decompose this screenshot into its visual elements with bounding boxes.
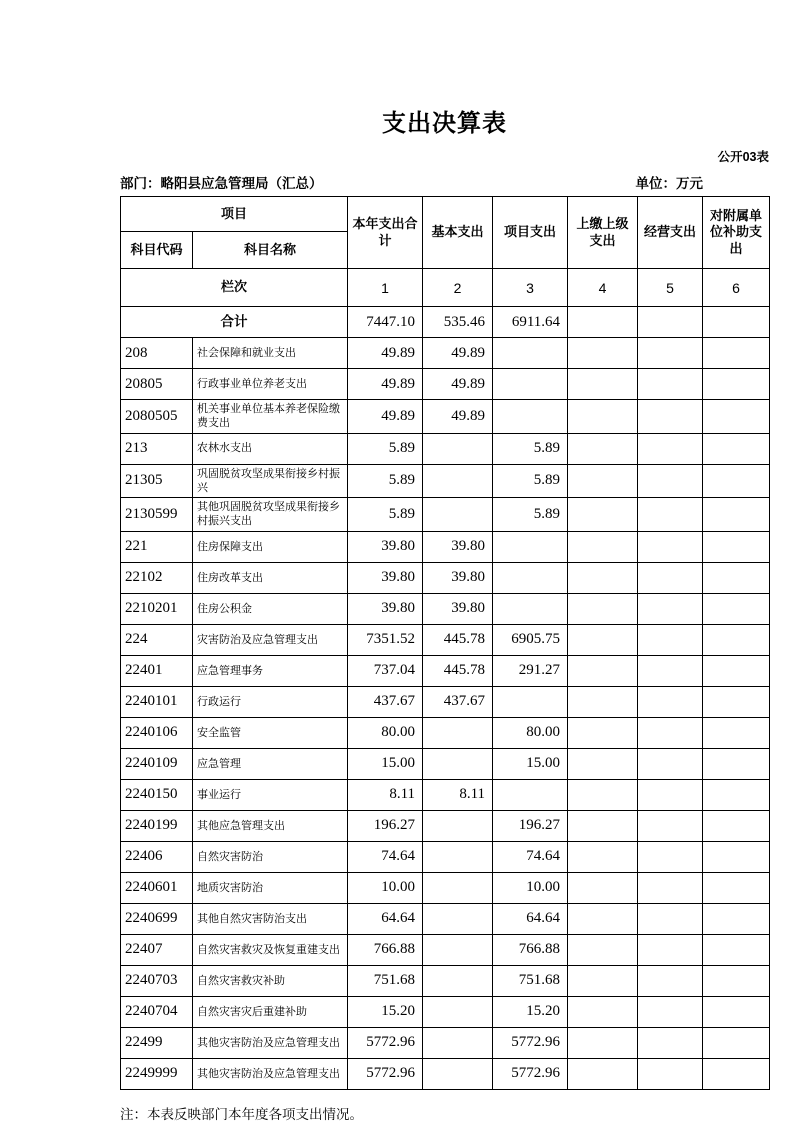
- meta-row: [120, 172, 769, 192]
- cell-code: 2240199: [121, 810, 193, 841]
- cell-value: [638, 748, 703, 779]
- cell-code: 2240703: [121, 965, 193, 996]
- cell-value: 49.89: [423, 338, 493, 369]
- cell-value: 49.89: [423, 369, 493, 400]
- cell-name: 行政运行: [193, 686, 348, 717]
- table-row: [121, 433, 770, 464]
- cell-value: [568, 464, 638, 498]
- cell-value: 5.89: [493, 498, 568, 532]
- department-label: 部门：略阳县应急管理局（汇总）: [120, 176, 323, 191]
- table-head: [121, 197, 770, 338]
- cell-name: 住房改革支出: [193, 562, 348, 593]
- total-label: 合计: [121, 307, 348, 338]
- lanci-row: [121, 269, 770, 307]
- cell-value: [638, 498, 703, 532]
- cell-name: 其他自然灾害防治支出: [193, 903, 348, 934]
- cell-value: [703, 841, 770, 872]
- cell-value: [703, 686, 770, 717]
- cell-value: 8.11: [348, 779, 423, 810]
- cell-name: 事业运行: [193, 779, 348, 810]
- cell-value: [493, 400, 568, 434]
- cell-value: [703, 593, 770, 624]
- table-note: 注：本表反映部门本年度各项支出情况。: [120, 1106, 363, 1122]
- cell-value: 291.27: [493, 655, 568, 686]
- table-row: [121, 369, 770, 400]
- header-col-basic: 基本支出: [423, 197, 493, 269]
- cell-value: [638, 1058, 703, 1089]
- table-row: [121, 934, 770, 965]
- cell-value: 751.68: [493, 965, 568, 996]
- lanci-num: 3: [493, 269, 568, 307]
- cell-code: 2130599: [121, 498, 193, 532]
- cell-name: 自然灾害救灾补助: [193, 965, 348, 996]
- header-subject-name: 科目名称: [193, 232, 348, 269]
- total-value: [568, 307, 638, 338]
- table-row: [121, 779, 770, 810]
- cell-value: [703, 464, 770, 498]
- cell-value: 445.78: [423, 655, 493, 686]
- cell-value: 15.20: [348, 996, 423, 1027]
- cell-name: 应急管理事务: [193, 655, 348, 686]
- lanci-num: 4: [568, 269, 638, 307]
- cell-value: [703, 1027, 770, 1058]
- cell-code: 22401: [121, 655, 193, 686]
- cell-value: [638, 464, 703, 498]
- cell-value: [423, 717, 493, 748]
- cell-value: [423, 841, 493, 872]
- table-row: [121, 464, 770, 498]
- cell-value: 39.80: [423, 593, 493, 624]
- cell-value: 15.00: [348, 748, 423, 779]
- page-title: 支出决算表: [382, 110, 507, 137]
- cell-value: [703, 655, 770, 686]
- table-row: [121, 996, 770, 1027]
- cell-value: [638, 624, 703, 655]
- cell-value: [638, 369, 703, 400]
- cell-value: 5.89: [348, 498, 423, 532]
- cell-code: 2240106: [121, 717, 193, 748]
- cell-value: [423, 965, 493, 996]
- cell-name: 其他灾害防治及应急管理支出: [193, 1058, 348, 1089]
- cell-value: 5772.96: [348, 1058, 423, 1089]
- cell-value: [703, 562, 770, 593]
- cell-value: [423, 498, 493, 532]
- cell-name: 住房公积金: [193, 593, 348, 624]
- cell-value: 39.80: [348, 531, 423, 562]
- cell-name: 自然灾害防治: [193, 841, 348, 872]
- cell-name: 地质灾害防治: [193, 872, 348, 903]
- cell-name: 安全监管: [193, 717, 348, 748]
- cell-value: [638, 810, 703, 841]
- table-row: [121, 531, 770, 562]
- cell-value: 445.78: [423, 624, 493, 655]
- cell-code: 2240109: [121, 748, 193, 779]
- cell-value: [703, 400, 770, 434]
- cell-value: 5772.96: [348, 1027, 423, 1058]
- cell-value: 15.20: [493, 996, 568, 1027]
- cell-value: [703, 498, 770, 532]
- header-row-1: [121, 197, 770, 232]
- cell-value: 196.27: [493, 810, 568, 841]
- cell-value: [423, 748, 493, 779]
- cell-value: [638, 965, 703, 996]
- cell-value: [568, 338, 638, 369]
- cell-value: 5772.96: [493, 1027, 568, 1058]
- cell-value: 196.27: [348, 810, 423, 841]
- cell-value: [638, 531, 703, 562]
- cell-value: [423, 1058, 493, 1089]
- cell-code: 21305: [121, 464, 193, 498]
- cell-value: 80.00: [348, 717, 423, 748]
- cell-value: 49.89: [348, 400, 423, 434]
- cell-value: [568, 872, 638, 903]
- cell-name: 农林水支出: [193, 433, 348, 464]
- cell-value: [703, 1058, 770, 1089]
- header-col-upper: 上缴上级支出: [568, 197, 638, 269]
- cell-value: 49.89: [348, 338, 423, 369]
- cell-value: 10.00: [348, 872, 423, 903]
- cell-code: 2240601: [121, 872, 193, 903]
- cell-value: [423, 1027, 493, 1058]
- cell-value: [423, 810, 493, 841]
- cell-name: 应急管理: [193, 748, 348, 779]
- cell-code: 22102: [121, 562, 193, 593]
- cell-value: [638, 996, 703, 1027]
- cell-name: 其他灾害防治及应急管理支出: [193, 1027, 348, 1058]
- cell-code: 2080505: [121, 400, 193, 434]
- lanci-label: 栏次: [121, 269, 348, 307]
- cell-value: [423, 433, 493, 464]
- cell-code: 22499: [121, 1027, 193, 1058]
- cell-name: 巩固脱贫攻坚成果衔接乡村振兴: [193, 464, 348, 498]
- page-content: [120, 0, 769, 1123]
- table-body: [121, 338, 770, 1090]
- cell-value: 8.11: [423, 779, 493, 810]
- cell-value: [568, 779, 638, 810]
- cell-code: 2240150: [121, 779, 193, 810]
- cell-value: [493, 686, 568, 717]
- cell-value: [703, 433, 770, 464]
- cell-value: [703, 369, 770, 400]
- cell-value: [493, 369, 568, 400]
- cell-value: 5.89: [348, 433, 423, 464]
- cell-value: [568, 996, 638, 1027]
- cell-value: [568, 748, 638, 779]
- cell-value: 74.64: [493, 841, 568, 872]
- cell-name: 社会保障和就业支出: [193, 338, 348, 369]
- cell-value: [638, 872, 703, 903]
- table-row: [121, 903, 770, 934]
- cell-value: 766.88: [348, 934, 423, 965]
- header-item-group: 项目: [121, 197, 348, 232]
- cell-value: [638, 562, 703, 593]
- cell-value: [703, 996, 770, 1027]
- cell-value: [568, 433, 638, 464]
- cell-value: [568, 624, 638, 655]
- header-col-project: 项目支出: [493, 197, 568, 269]
- cell-value: [568, 934, 638, 965]
- cell-value: 437.67: [423, 686, 493, 717]
- cell-value: [568, 593, 638, 624]
- cell-value: 5772.96: [493, 1058, 568, 1089]
- cell-value: [638, 686, 703, 717]
- cell-code: 2249999: [121, 1058, 193, 1089]
- cell-value: 39.80: [423, 531, 493, 562]
- cell-value: [568, 400, 638, 434]
- cell-value: [493, 593, 568, 624]
- unit-label: 单位：万元: [635, 176, 703, 191]
- header-col-total: 本年支出合计: [348, 197, 423, 269]
- cell-code: 224: [121, 624, 193, 655]
- cell-value: 39.80: [348, 593, 423, 624]
- cell-code: 22407: [121, 934, 193, 965]
- total-row: [121, 307, 770, 338]
- table-row: [121, 338, 770, 369]
- total-value: 6911.64: [493, 307, 568, 338]
- lanci-num: 1: [348, 269, 423, 307]
- cell-value: 437.67: [348, 686, 423, 717]
- cell-value: [568, 965, 638, 996]
- cell-value: [423, 903, 493, 934]
- cell-code: 2210201: [121, 593, 193, 624]
- table-row: [121, 655, 770, 686]
- cell-value: 39.80: [423, 562, 493, 593]
- table-row: [121, 624, 770, 655]
- cell-value: 80.00: [493, 717, 568, 748]
- table-row: [121, 498, 770, 532]
- cell-value: [568, 903, 638, 934]
- table-row: [121, 748, 770, 779]
- cell-value: [423, 872, 493, 903]
- cell-value: 74.64: [348, 841, 423, 872]
- cell-value: [568, 686, 638, 717]
- cell-value: [568, 498, 638, 532]
- cell-value: 7351.52: [348, 624, 423, 655]
- cell-value: 737.04: [348, 655, 423, 686]
- table-row: [121, 810, 770, 841]
- cell-value: 751.68: [348, 965, 423, 996]
- total-value: 7447.10: [348, 307, 423, 338]
- expenditure-table: [120, 196, 770, 1090]
- cell-value: 766.88: [493, 934, 568, 965]
- cell-value: [703, 934, 770, 965]
- cell-value: [638, 841, 703, 872]
- table-row: [121, 562, 770, 593]
- cell-value: [638, 779, 703, 810]
- table-row: [121, 965, 770, 996]
- cell-value: [638, 400, 703, 434]
- cell-value: [703, 717, 770, 748]
- table-row: [121, 400, 770, 434]
- cell-value: [703, 748, 770, 779]
- cell-value: [703, 965, 770, 996]
- cell-value: [703, 338, 770, 369]
- cell-value: [568, 531, 638, 562]
- cell-value: 10.00: [493, 872, 568, 903]
- cell-value: 6905.75: [493, 624, 568, 655]
- form-number-label: 公开03表: [717, 150, 769, 164]
- cell-name: 其他巩固脱贫攻坚成果衔接乡村振兴支出: [193, 498, 348, 532]
- cell-value: [568, 1027, 638, 1058]
- cell-value: [568, 717, 638, 748]
- cell-code: 2240101: [121, 686, 193, 717]
- table-row: [121, 593, 770, 624]
- total-value: 535.46: [423, 307, 493, 338]
- cell-value: 49.89: [348, 369, 423, 400]
- cell-value: [638, 717, 703, 748]
- cell-value: 64.64: [348, 903, 423, 934]
- cell-value: 5.89: [493, 433, 568, 464]
- header-col-operating: 经营支出: [638, 197, 703, 269]
- table-row: [121, 1027, 770, 1058]
- cell-value: [493, 779, 568, 810]
- cell-value: 49.89: [423, 400, 493, 434]
- cell-value: [423, 464, 493, 498]
- table-row: [121, 841, 770, 872]
- cell-value: [638, 903, 703, 934]
- cell-code: 2240699: [121, 903, 193, 934]
- cell-value: [568, 841, 638, 872]
- cell-value: 39.80: [348, 562, 423, 593]
- cell-value: [703, 810, 770, 841]
- cell-name: 机关事业单位基本养老保险缴费支出: [193, 400, 348, 434]
- cell-value: [703, 624, 770, 655]
- cell-value: 64.64: [493, 903, 568, 934]
- lanci-num: 5: [638, 269, 703, 307]
- cell-value: [568, 810, 638, 841]
- cell-code: 213: [121, 433, 193, 464]
- cell-code: 221: [121, 531, 193, 562]
- cell-code: 2240704: [121, 996, 193, 1027]
- header-subject-code: 科目代码: [121, 232, 193, 269]
- cell-value: [568, 562, 638, 593]
- cell-value: 5.89: [493, 464, 568, 498]
- cell-value: 5.89: [348, 464, 423, 498]
- cell-code: 20805: [121, 369, 193, 400]
- cell-name: 住房保障支出: [193, 531, 348, 562]
- cell-value: [638, 1027, 703, 1058]
- cell-name: 灾害防治及应急管理支出: [193, 624, 348, 655]
- cell-value: [638, 338, 703, 369]
- total-value: [638, 307, 703, 338]
- table-row: [121, 717, 770, 748]
- table-row: [121, 686, 770, 717]
- cell-value: [568, 369, 638, 400]
- cell-value: [423, 934, 493, 965]
- lanci-num: 6: [703, 269, 770, 307]
- cell-name: 其他应急管理支出: [193, 810, 348, 841]
- table-row: [121, 872, 770, 903]
- cell-value: [568, 655, 638, 686]
- cell-value: 15.00: [493, 748, 568, 779]
- cell-value: [568, 1058, 638, 1089]
- cell-value: [703, 903, 770, 934]
- cell-value: [703, 872, 770, 903]
- cell-name: 自然灾害救灾及恢复重建支出: [193, 934, 348, 965]
- lanci-num: 2: [423, 269, 493, 307]
- cell-value: [423, 996, 493, 1027]
- cell-value: [638, 593, 703, 624]
- cell-name: 自然灾害灾后重建补助: [193, 996, 348, 1027]
- cell-code: 208: [121, 338, 193, 369]
- cell-value: [703, 531, 770, 562]
- cell-name: 行政事业单位养老支出: [193, 369, 348, 400]
- header-col-subsidy: 对附属单位补助支出: [703, 197, 770, 269]
- total-value: [703, 307, 770, 338]
- cell-value: [493, 531, 568, 562]
- cell-value: [493, 338, 568, 369]
- cell-value: [703, 779, 770, 810]
- cell-value: [493, 562, 568, 593]
- table-row: [121, 1058, 770, 1089]
- cell-value: [638, 934, 703, 965]
- cell-value: [638, 433, 703, 464]
- cell-value: [638, 655, 703, 686]
- cell-code: 22406: [121, 841, 193, 872]
